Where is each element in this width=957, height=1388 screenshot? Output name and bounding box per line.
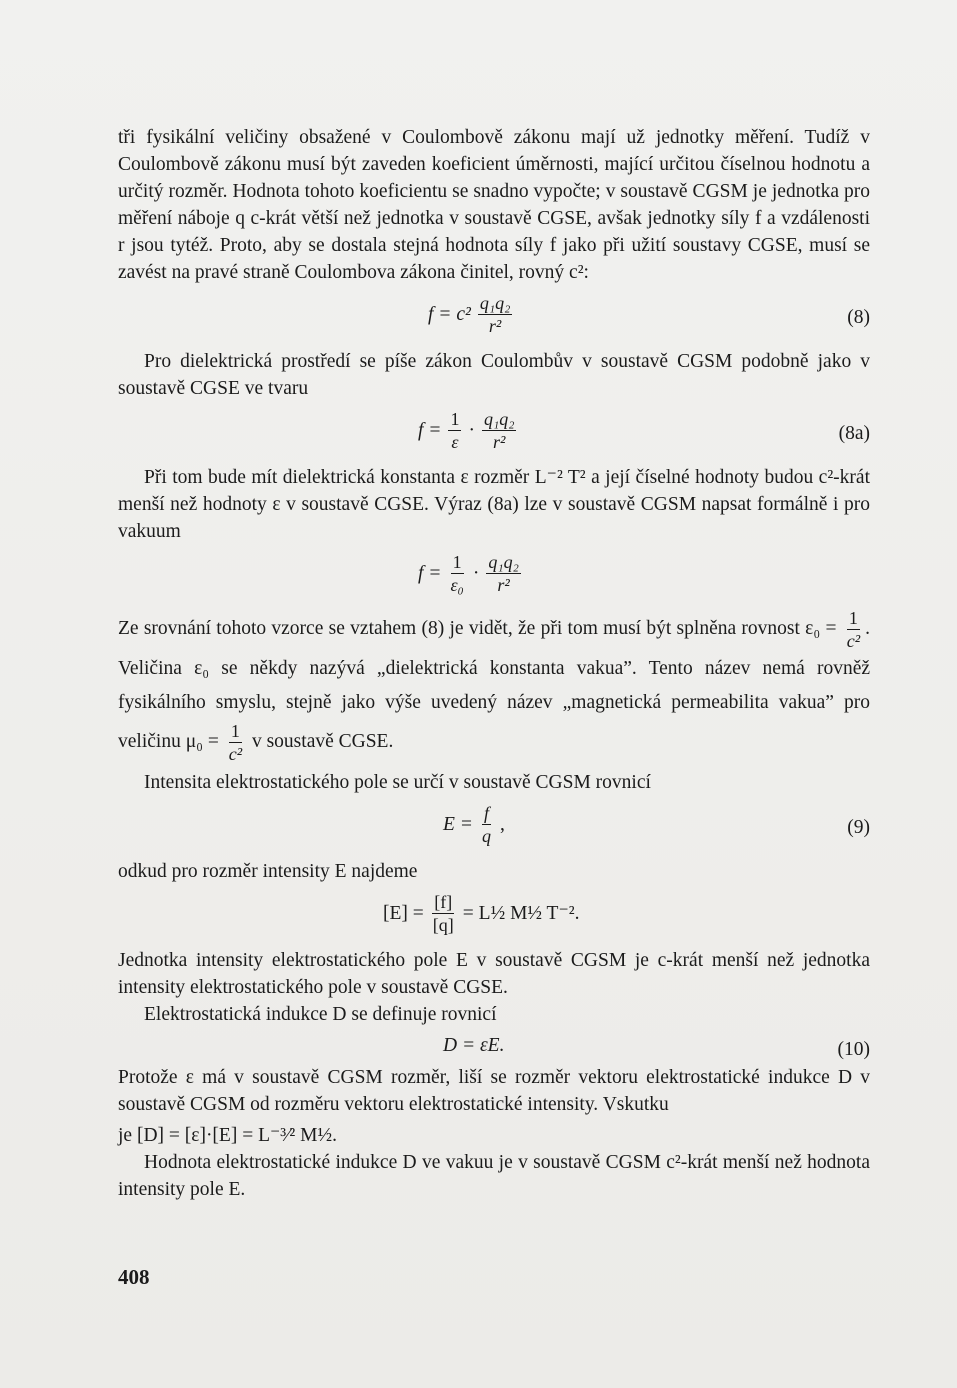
eq8-fraction <box>478 292 513 337</box>
eq8a-denominator-1: ε <box>451 432 459 452</box>
equation-number-10: (10) <box>837 1039 870 1060</box>
equation-number-8: (8) <box>847 307 870 328</box>
equation-number-9: (9) <box>847 817 870 838</box>
paragraph-induction: Elektrostatická indukce D se definuje rovnicí <box>144 1004 497 1025</box>
eq10-body: D = εE. <box>443 1035 505 1056</box>
eq8a-dot: · <box>468 420 475 441</box>
eqvac-numerator-1: 1 <box>452 552 462 572</box>
eqvac-left: f = <box>418 563 442 584</box>
eqvac-fraction-2 <box>486 551 521 596</box>
eq9-comma: , <box>499 814 505 835</box>
eqvac-denominator-2: r² <box>497 575 510 595</box>
equation-9 <box>118 796 870 858</box>
eq8a-numerator-1: 1 <box>450 409 460 429</box>
mu0-subscript: ₀ = <box>196 730 224 752</box>
eq8-numerator: q₁q₂ <box>479 293 511 313</box>
eps0-fraction <box>845 607 862 652</box>
paragraph-unit-intensity: Jednotka intensity elektrostatického pole E v soustavě CGSM je c-krát menší než jednotka intensity elektrostatického pole v soustavě CGSE. <box>118 950 870 998</box>
eps0-subscript: ₀ = <box>813 617 842 639</box>
comparison-text-d: v soustavě CGSE. <box>251 730 394 752</box>
eqvac-dot: · <box>472 563 480 584</box>
equation-vacuum <box>118 545 870 607</box>
mu0-fraction <box>227 720 244 765</box>
eqvac-denominator-1: ε₀ <box>450 575 464 595</box>
paragraph-dielectric-constant: Při tom bude mít dielektrická konstanta ε rozměr L⁻² T² a její číselné hodnoty budou c²-krát menší než hodnoty ε v soustavě CGSE. Výraz (8a) lze v soustavě CGSM napsat formálně i pro vakuum <box>118 467 870 542</box>
comparison-text-b: . Veličina ε <box>118 617 870 679</box>
eq8-left: f = c² <box>428 304 471 325</box>
eq8a-denominator-2: r² <box>493 432 506 452</box>
eq8a-fraction-2 <box>482 408 517 453</box>
eqvac-fraction-1 <box>448 551 465 596</box>
comparison-text-a: Ze srovnání tohoto vzorce se vztahem (8) je vidět, že při tom musí být splněna rovnost ε <box>118 617 814 639</box>
eq8a-left: f = <box>418 420 442 441</box>
comparison-text-c: se někdy nazývá „dielektrická konstanta vakua”. Tento název nemá rovněž fysikálního smyslu, stejně jako výše uvedený název „magnetická permeabilita vakua” pro veličinu μ <box>118 658 871 752</box>
eq9-denominator: q <box>481 826 491 846</box>
paragraph-induction-vacuum: Hodnota elektrostatické indukce D ve vakuu je v soustavě CGSM c²-krát menší než hodnota intensity pole E. <box>118 1152 870 1200</box>
equation-8 <box>118 286 870 348</box>
eps0-denominator: c² <box>846 631 861 651</box>
eqvac-numerator-2: q₁q₂ <box>488 552 519 572</box>
dimE-denominator: [q] <box>432 915 454 935</box>
equation-dimension-d: je [D] = [ε]·[E] = L⁻³⁄² M½. <box>118 1125 337 1146</box>
paragraph-intensity: Intensita elektrostatického pole se určí v soustavě CGSM rovnicí <box>144 772 651 793</box>
eq8a-numerator-2: q₁q₂ <box>483 409 515 429</box>
equation-number-8a: (8a) <box>838 423 870 444</box>
page-number: 408 <box>118 1265 150 1289</box>
mu0-denominator: c² <box>228 744 243 764</box>
eps0-numerator: 1 <box>848 608 858 628</box>
dimE-left: [E] = <box>383 903 424 924</box>
paragraph-comparison <box>118 607 870 765</box>
eps0-subscript-2: ₀ <box>202 658 210 679</box>
mu0-numerator: 1 <box>230 721 240 741</box>
dimE-fraction <box>431 891 456 936</box>
eq9-fraction <box>480 802 493 847</box>
eq9-numerator: f <box>483 803 489 823</box>
dimE-right: = L½ M½ T⁻². <box>462 903 580 924</box>
dimE-numerator: [f] <box>434 892 453 912</box>
paragraph-coulomb-intro: tři fysikální veličiny obsažené v Coulombově zákonu mají už jednotky měření. Tudíž v Coulombově zákonu musí být zaveden koeficient úměrnosti, mající určitou číselnou hodnotu a určitý rozměr. Hodnota tohoto koeficientu se snadno vypočte; v soustavě CGSM je jednotka pro měření náboje q c-krát větší než jednotka v soustavě CGSE, avšak jednotky síly f a vzdálenosti r jsou tytéž. Proto, aby se dostala stejná hodnota síly f jako při užití soustavy CGSE, musí se zavést na pravé straně Coulombova zákona činitel, rovný c²: <box>118 127 870 283</box>
equation-dimension-e <box>118 885 870 947</box>
main-text <box>118 124 870 1203</box>
paragraph-dimension-e: odkud pro rozměr intensity E najdeme <box>118 861 418 882</box>
eq8-denominator: r² <box>488 316 502 336</box>
paragraph-dielectric: Pro dielektrická prostředí se píše zákon Coulombův v soustavě CGSM podobně jako v soustavě CGSE ve tvaru <box>118 351 870 399</box>
eq9-left: E = <box>443 814 473 835</box>
equation-8a <box>118 402 870 464</box>
eq8a-fraction-1 <box>448 408 461 453</box>
equation-10 <box>118 1028 870 1064</box>
paragraph-induction-dimension: Protože ε má v soustavě CGSM rozměr, liší se rozměr vektoru elektrostatické indukce D v soustavě CGSM od rozměru vektoru elektrostatické intensity. Vskutku <box>118 1067 870 1115</box>
